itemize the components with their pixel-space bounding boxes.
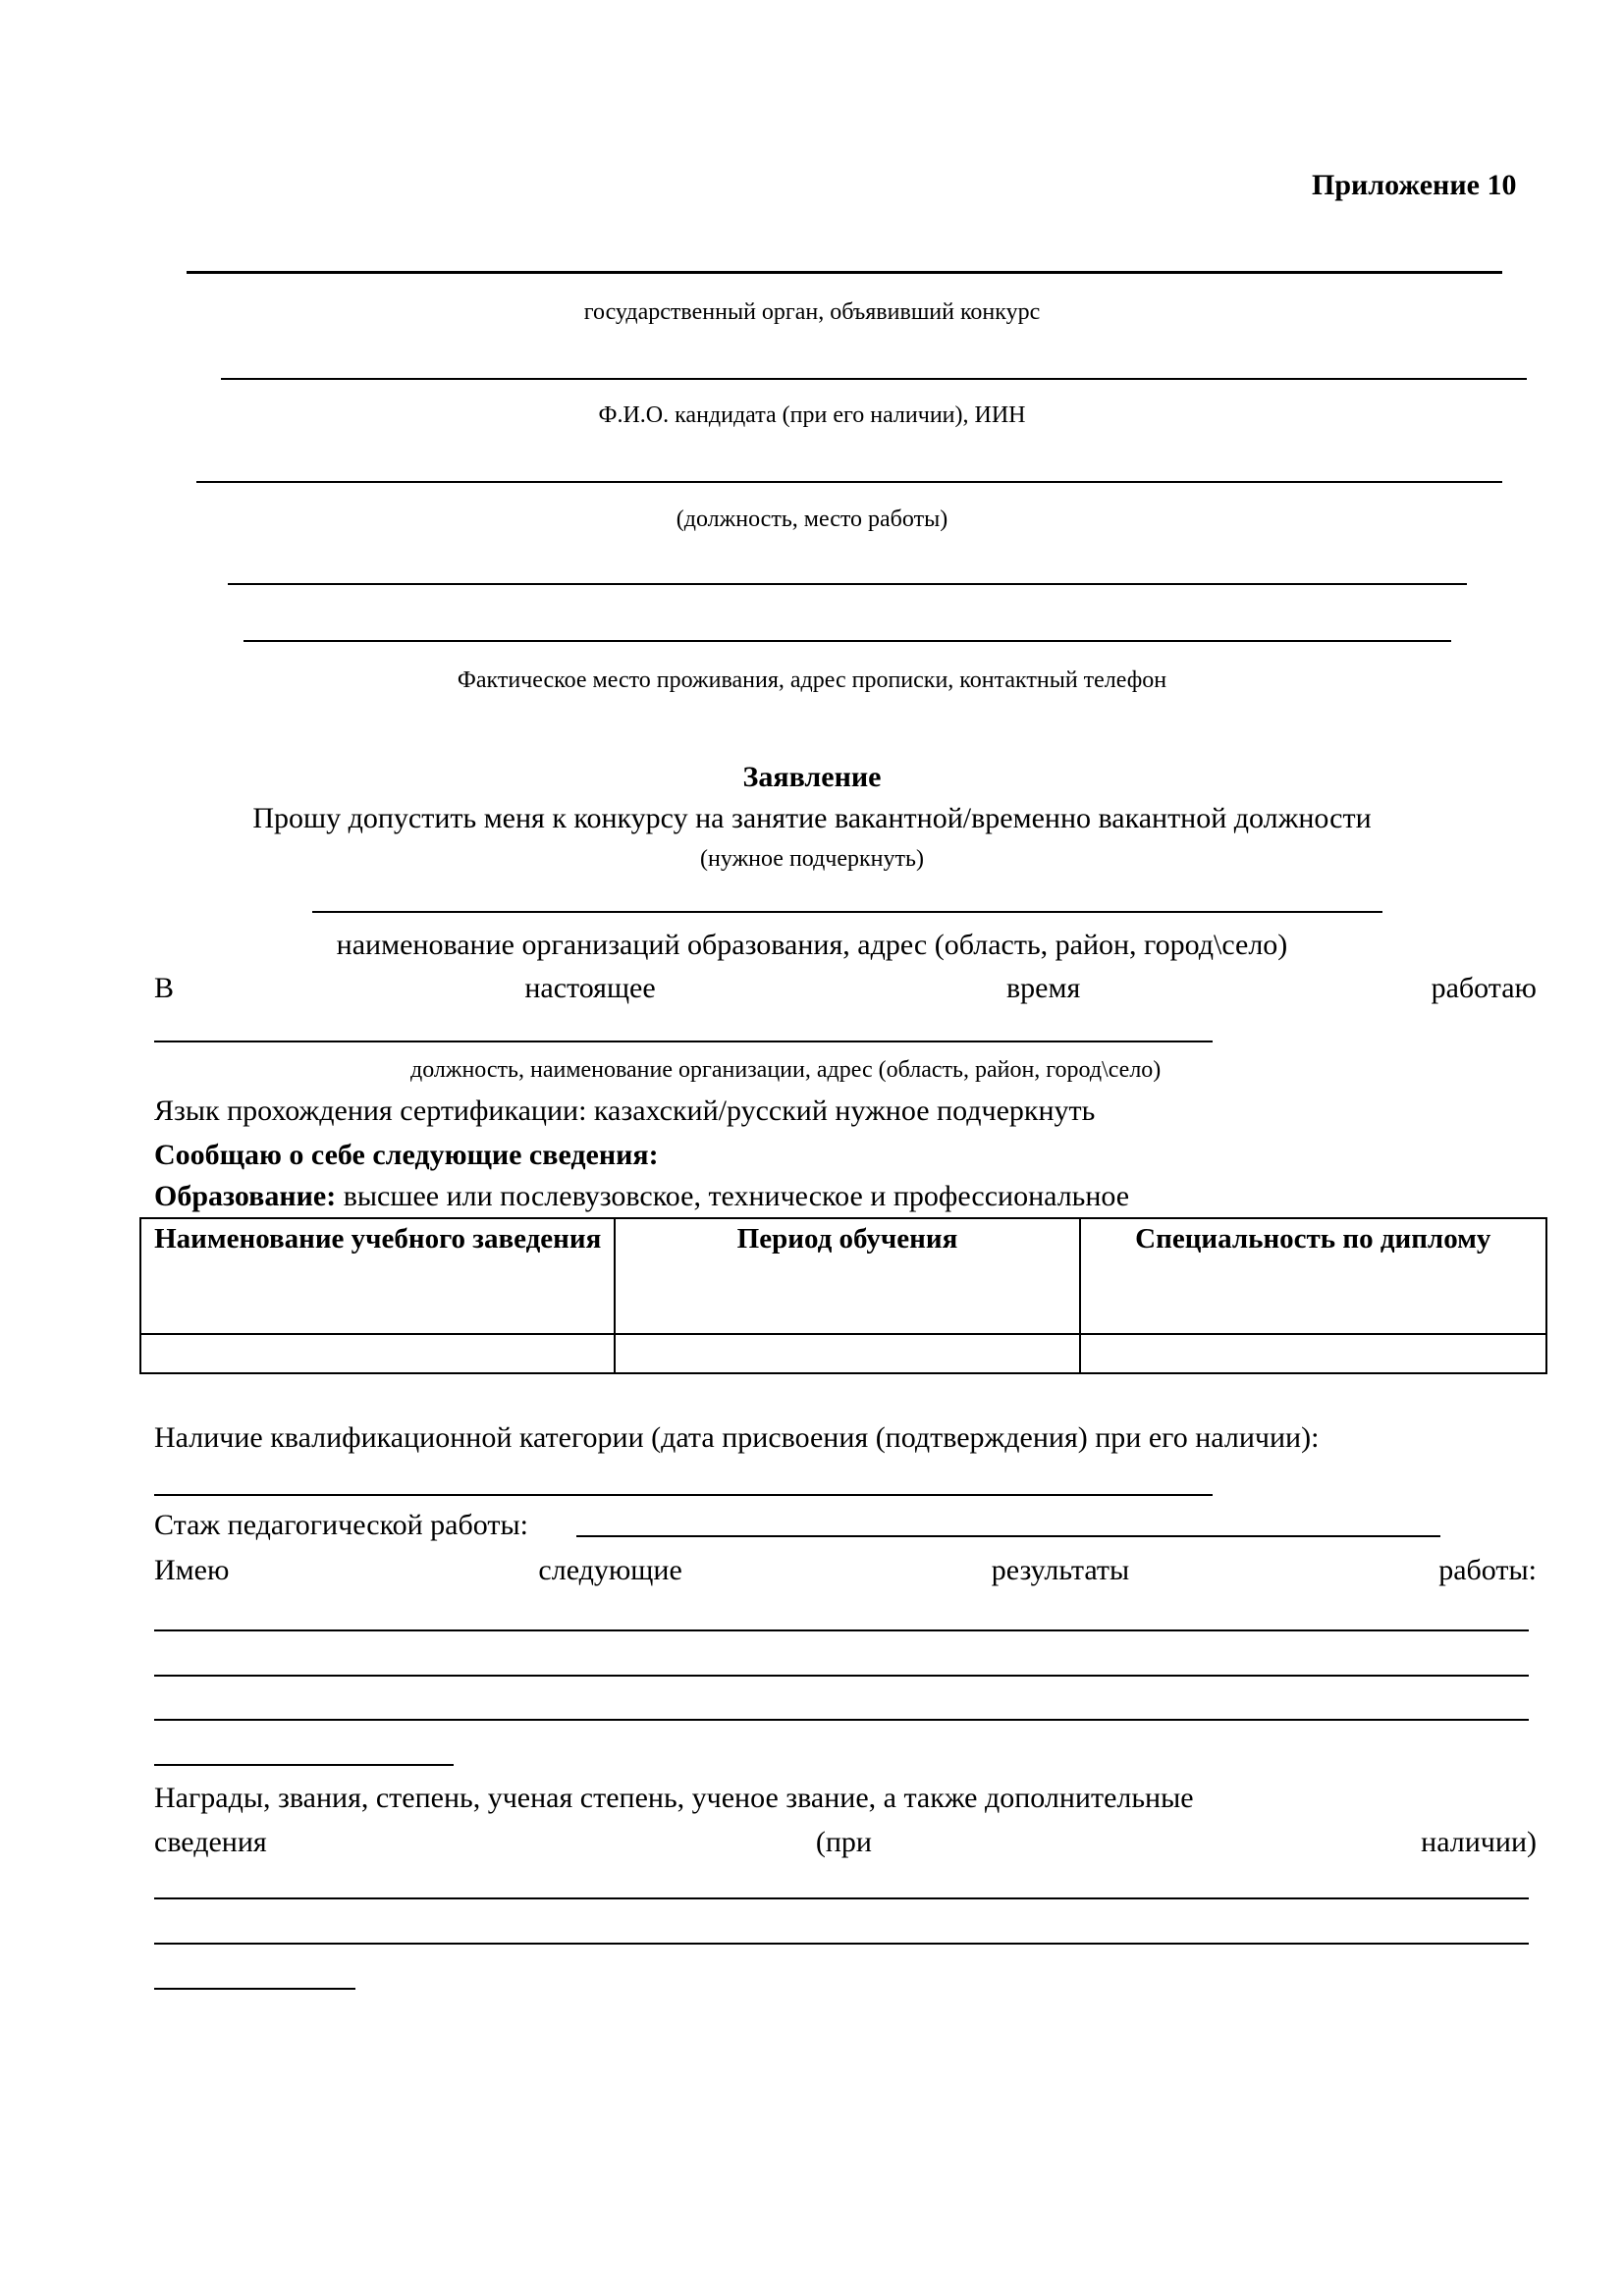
current-work-caption: должность, наименование организации, адрес (область, район, город\село)	[410, 1057, 1162, 1083]
awards-line-a[interactable]	[154, 1897, 1529, 1899]
results-word-2: следующие	[538, 1554, 682, 1586]
organization-line[interactable]	[312, 911, 1382, 913]
statement-title: Заявление	[742, 761, 882, 793]
qualification-label: Наличие квалификационной категории (дата присвоения (подтверждения) при его наличии):	[154, 1421, 1320, 1454]
awards-word-2: (при	[815, 1826, 872, 1858]
candidate-line[interactable]	[221, 378, 1527, 380]
address-line-1[interactable]	[228, 583, 1467, 585]
cell-institution[interactable]	[140, 1334, 615, 1373]
awards-line-1: Награды, звания, степень, ученая степень, ученое звание, а также дополнительные	[154, 1782, 1194, 1814]
education-table	[139, 1217, 1547, 1374]
address-caption: Фактическое место проживания, адрес прописки, контактный телефон	[457, 667, 1167, 693]
position-line[interactable]	[196, 481, 1502, 483]
current-work-word-3: время	[1006, 972, 1081, 1004]
cell-specialty[interactable]	[1080, 1334, 1546, 1373]
results-line-2[interactable]	[154, 1675, 1529, 1677]
awards-word-1: сведения	[154, 1826, 267, 1858]
education-label: Образование:	[154, 1180, 337, 1212]
address-line-2[interactable]	[244, 640, 1451, 642]
current-work-word-2: настоящее	[524, 972, 656, 1004]
header-period: Период обучения	[615, 1218, 1079, 1334]
current-work-word-1: В	[154, 972, 175, 1004]
awards-line-b[interactable]	[154, 1943, 1529, 1945]
results-word-1: Имею	[154, 1554, 230, 1586]
results-line-3[interactable]	[154, 1719, 1529, 1721]
header-institution: Наименование учебного заведения	[140, 1218, 615, 1334]
results-row	[154, 1554, 1537, 1587]
awards-row	[154, 1826, 1537, 1859]
about-heading: Сообщаю о себе следующие сведения:	[154, 1139, 659, 1171]
header-specialty: Специальность по диплому	[1080, 1218, 1546, 1334]
results-line-1[interactable]	[154, 1629, 1529, 1631]
qualification-line[interactable]	[154, 1494, 1213, 1496]
statement-request: Прошу допустить меня к конкурсу на занятие вакантной/временно вакантной должности	[252, 802, 1372, 834]
agency-line[interactable]	[187, 271, 1502, 274]
education-table-header-row	[140, 1218, 1546, 1334]
underline-hint: (нужное подчеркнуть)	[700, 846, 924, 872]
current-work-line[interactable]	[154, 1041, 1213, 1042]
organization-caption: наименование организаций образования, адрес (область, район, город\село)	[336, 929, 1288, 961]
results-word-3: результаты	[991, 1554, 1130, 1586]
education-text: высшее или послевузовское, техническое и профессиональное	[336, 1180, 1130, 1212]
cert-language: Язык прохождения сертификации: казахский/русский нужное подчеркнуть	[154, 1095, 1096, 1127]
education-table-row	[140, 1334, 1546, 1373]
cell-period[interactable]	[615, 1334, 1079, 1373]
current-work-word-4: работаю	[1431, 972, 1537, 1004]
experience-label: Стаж педагогической работы:	[154, 1509, 528, 1541]
position-caption: (должность, место работы)	[676, 507, 948, 532]
results-line-4[interactable]	[154, 1764, 454, 1766]
results-word-4: работы:	[1438, 1554, 1537, 1586]
awards-word-3: наличии)	[1421, 1826, 1537, 1858]
education-row	[154, 1180, 1129, 1213]
experience-line[interactable]	[576, 1535, 1440, 1537]
current-work-row	[154, 972, 1537, 1005]
agency-caption: государственный орган, объявивший конкурс	[583, 299, 1041, 325]
candidate-caption: Ф.И.О. кандидата (при его наличии), ИИН	[598, 402, 1026, 428]
awards-line-c[interactable]	[154, 1988, 355, 1990]
appendix-label: Приложение 10	[1312, 169, 1517, 201]
